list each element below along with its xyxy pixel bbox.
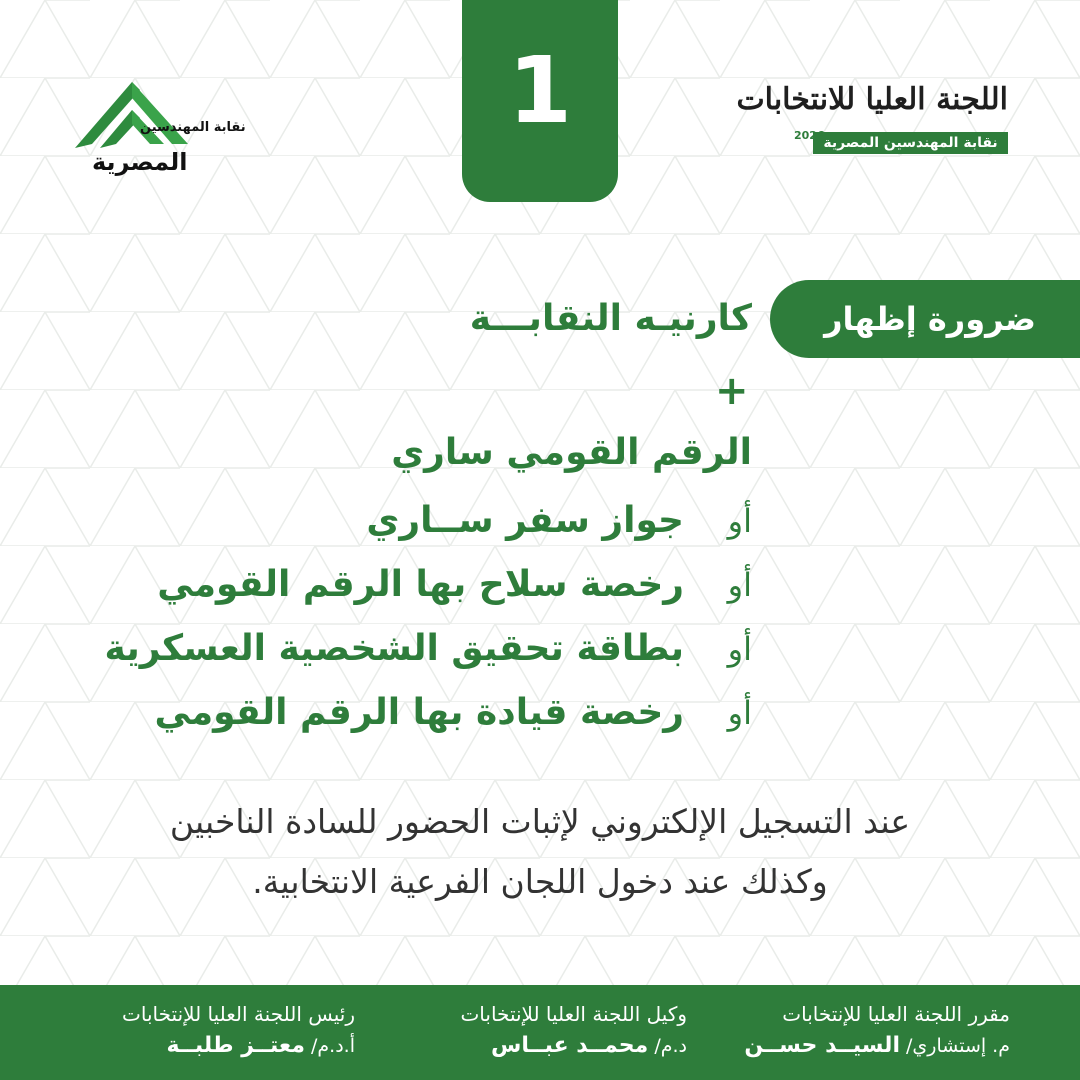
pill-label: ضرورة إظهار	[824, 300, 1036, 338]
alternative-document	[366, 500, 752, 541]
signatory-prefix: أ.د.م/	[304, 1035, 355, 1057]
signatory-title: مقرر اللجنة العليا للإنتخابات	[782, 1002, 1010, 1026]
note-line-1: عند التسجيل الإلكتروني لإثبات الحضور للسادة الناخبين	[169, 802, 911, 841]
signatory-name-line	[460, 1029, 687, 1063]
alternative-document	[157, 564, 752, 605]
primary-document: كارنيـه النقابـــة	[469, 298, 752, 339]
or-label: أو	[727, 502, 752, 540]
or-label: أو	[727, 630, 752, 668]
alternative-document-label: رخصة سلاح بها الرقم القومي	[157, 564, 684, 605]
committee-logo-subtitle: نقابة المهندسين المصرية	[813, 132, 1008, 154]
election-committee-logo	[736, 80, 1020, 170]
alternative-document	[104, 628, 752, 669]
signatory-title: رئيس اللجنة العليا للإنتخابات	[122, 1002, 355, 1026]
signatory-prefix: م. إستشاري/	[899, 1035, 1010, 1057]
requirement-pill	[770, 280, 1080, 358]
alternative-document-label: جواز سفر ســاري	[366, 500, 684, 541]
signatory-prefix: د.م/	[648, 1035, 687, 1057]
usage-note	[0, 792, 1080, 912]
committee-logo-title: اللجنة العليا للانتخابات	[736, 82, 1008, 117]
plus-sign: +	[715, 368, 749, 414]
signatory-rapporteur	[744, 999, 1010, 1063]
logo-text-top: نقابة المهندسين	[140, 120, 246, 135]
engineers-syndicate-logo	[70, 72, 246, 182]
signatory-deputy	[460, 999, 687, 1063]
national-id-requirement: الرقم القومي ساري	[391, 432, 752, 473]
signatures-footer	[0, 985, 1080, 1080]
alternative-document-label: بطاقة تحقيق الشخصية العسكرية	[104, 628, 684, 669]
logo-text-bottom: المصرية	[92, 148, 188, 176]
committee-logo-year: 2026	[794, 129, 825, 142]
signatory-name: محمــد عبــاس	[490, 1033, 649, 1058]
signatory-title: وكيل اللجنة العليا للإنتخابات	[460, 1002, 687, 1026]
step-number: 1	[507, 36, 572, 144]
signatory-name: السيــد حســن	[744, 1033, 900, 1058]
alternative-document-label: رخصة قيادة بها الرقم القومي	[154, 692, 684, 733]
signatory-name-line	[122, 1029, 355, 1063]
signatory-name: معتــز طلبــة	[166, 1033, 305, 1058]
alternative-document	[154, 692, 752, 733]
note-line-2: وكذلك عند دخول اللجان الفرعية الانتخابية.	[252, 862, 828, 901]
signatory-chairman	[122, 999, 355, 1063]
step-number-tab	[462, 0, 618, 202]
signatory-name-line	[744, 1029, 1010, 1063]
or-label: أو	[727, 566, 752, 604]
or-label: أو	[727, 694, 752, 732]
